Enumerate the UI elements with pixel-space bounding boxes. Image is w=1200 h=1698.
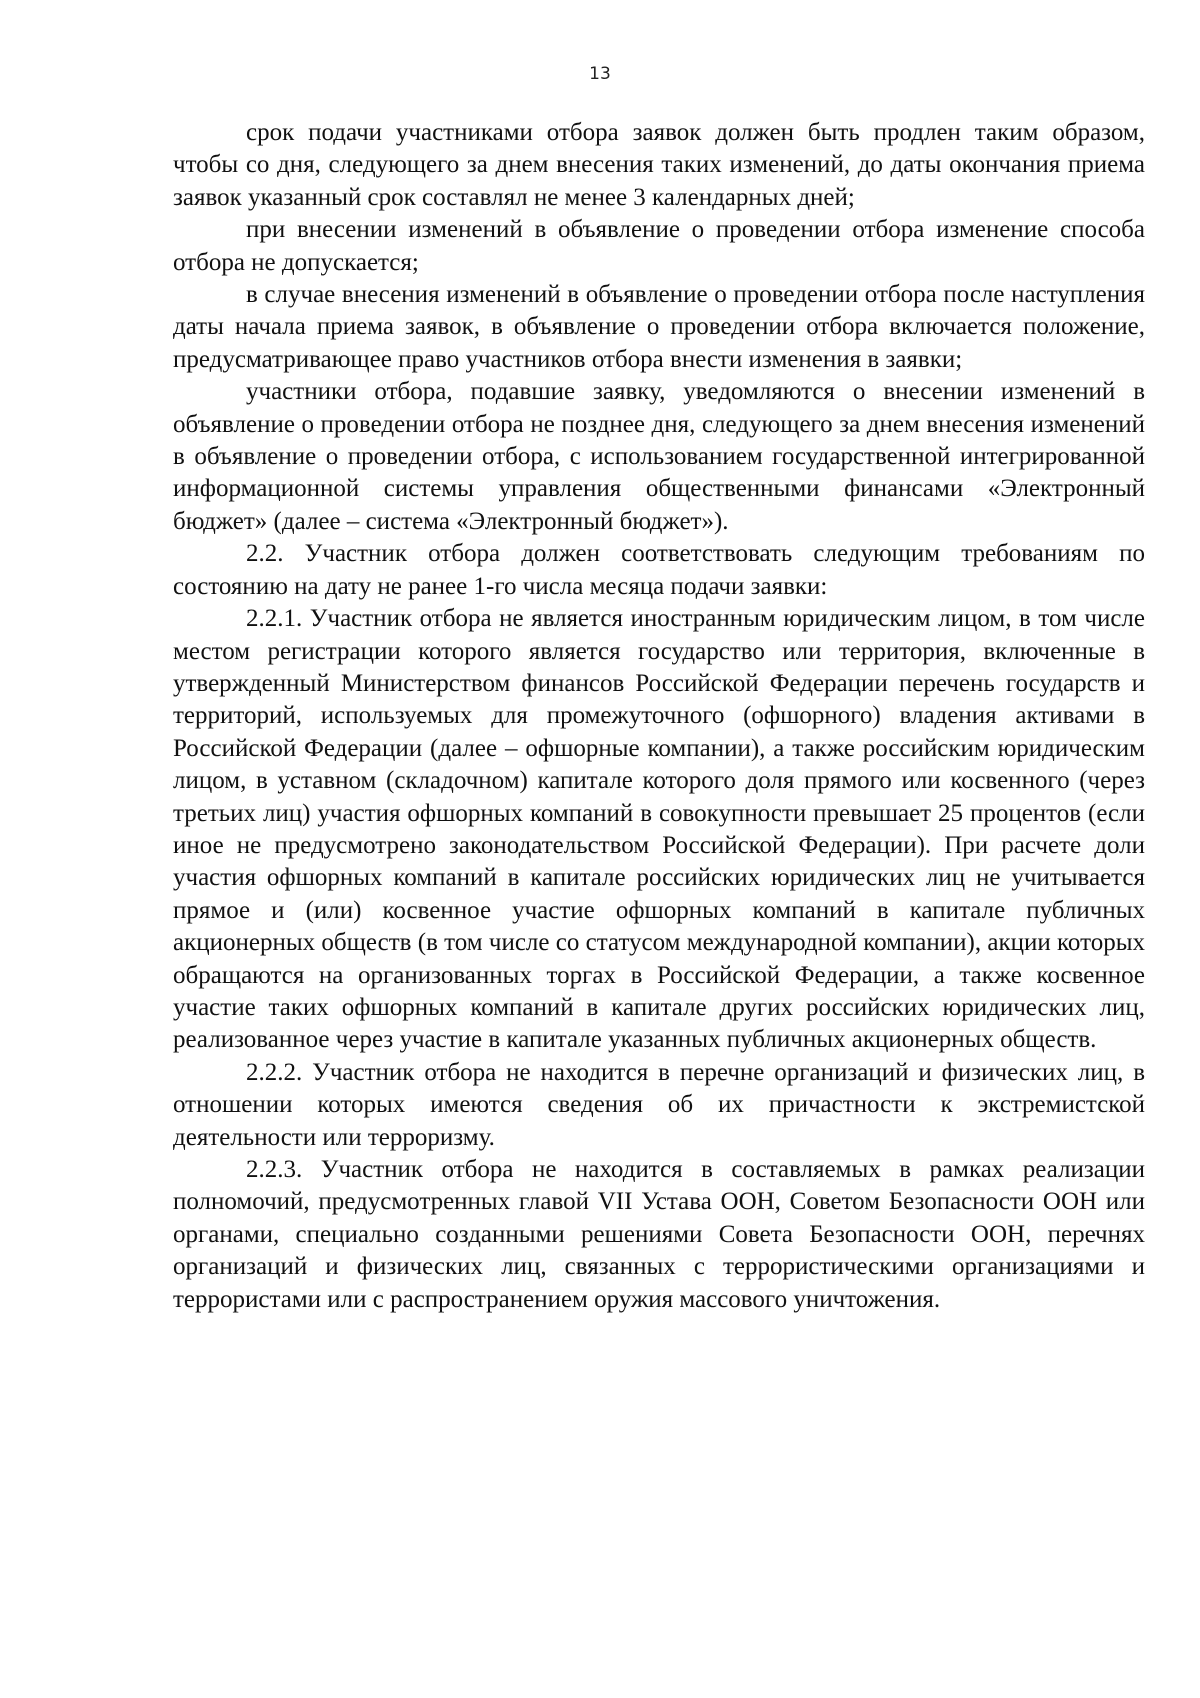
paragraph: в случае внесения изменений в объявление о проведении отбора после наступления даты начала приема заявок, в объявление о проведении отбора включается положение, предусматривающее право участников отбора внести изменения в заявки;	[173, 281, 1145, 373]
paragraph-section-2-2: 2.2. Участник отбора должен соответствовать следующим требованиям по состоянию на дату не ранее 1-го числа месяца подачи заявки:	[173, 540, 1145, 600]
paragraph: участники отбора, подавшие заявку, уведомляются о внесении изменений в объявление о проведении отбора не позднее дня, следующего за днем внесения изменений в объявление о проведении отбора, с использованием государственной интегрированной информационной системы управления общественными финансами «Электронный бюджет» (далее – система «Электронный бюджет»).	[173, 378, 1145, 535]
paragraph: при внесении изменений в объявление о проведении отбора изменение способа отбора не допускается;	[173, 216, 1145, 276]
paragraph-section-2-2-3: 2.2.3. Участник отбора не находится в составляемых в рамках реализации полномочий, предусмотренных главой VII Устава ООН, Советом Безопасности ООН или органами, специально созданными решениями Совета Безопасности ООН, перечнях организаций и физических лиц, связанных с террористическими организациями и террористами или с распространением оружия массового уничтожения.	[173, 1156, 1145, 1313]
page-number: 13	[589, 64, 611, 84]
paragraph: срок подачи участниками отбора заявок должен быть продлен таким образом, чтобы со дня, следующего за днем внесения таких изменений, до даты окончания приема заявок указанный срок составлял не менее 3 календарных дней;	[173, 119, 1145, 211]
paragraph-section-2-2-2: 2.2.2. Участник отбора не находится в перечне организаций и физических лиц, в отношении которых имеются сведения об их причастности к экстремистской деятельности или терроризму.	[173, 1058, 1145, 1151]
document-body	[173, 117, 1145, 1316]
paragraph-section-2-2-1: 2.2.1. Участник отбора не является иностранным юридическим лицом, в том числе местом регистрации которого является государство или территория, включенные в утвержденный Министерством финансов Российской Федерации перечень государств и территорий, используемых для промежуточного (офшорного) владения активами в Российской Федерации (далее – офшорные компании), а также российским юридическим лицом, в уставном (складочном) капитале которого доля прямого или косвенного (через третьих лиц) участия офшорных компаний в совокупности превышает 25 процентов (если иное не предусмотрено законодательством Российской Федерации). При расчете доли участия офшорных компаний в капитале российских юридических лиц не учитывается прямое и (или) косвенное участие офшорных компаний в капитале публичных акционерных обществ (в том числе со статусом международной компании), акции которых обращаются на организованных торгах в Российской Федерации, а также косвенное участие таких офшорных компаний в капитале других российских юридических лиц, реализованное через участие в капитале указанных публичных акционерных обществ.	[173, 605, 1145, 1054]
